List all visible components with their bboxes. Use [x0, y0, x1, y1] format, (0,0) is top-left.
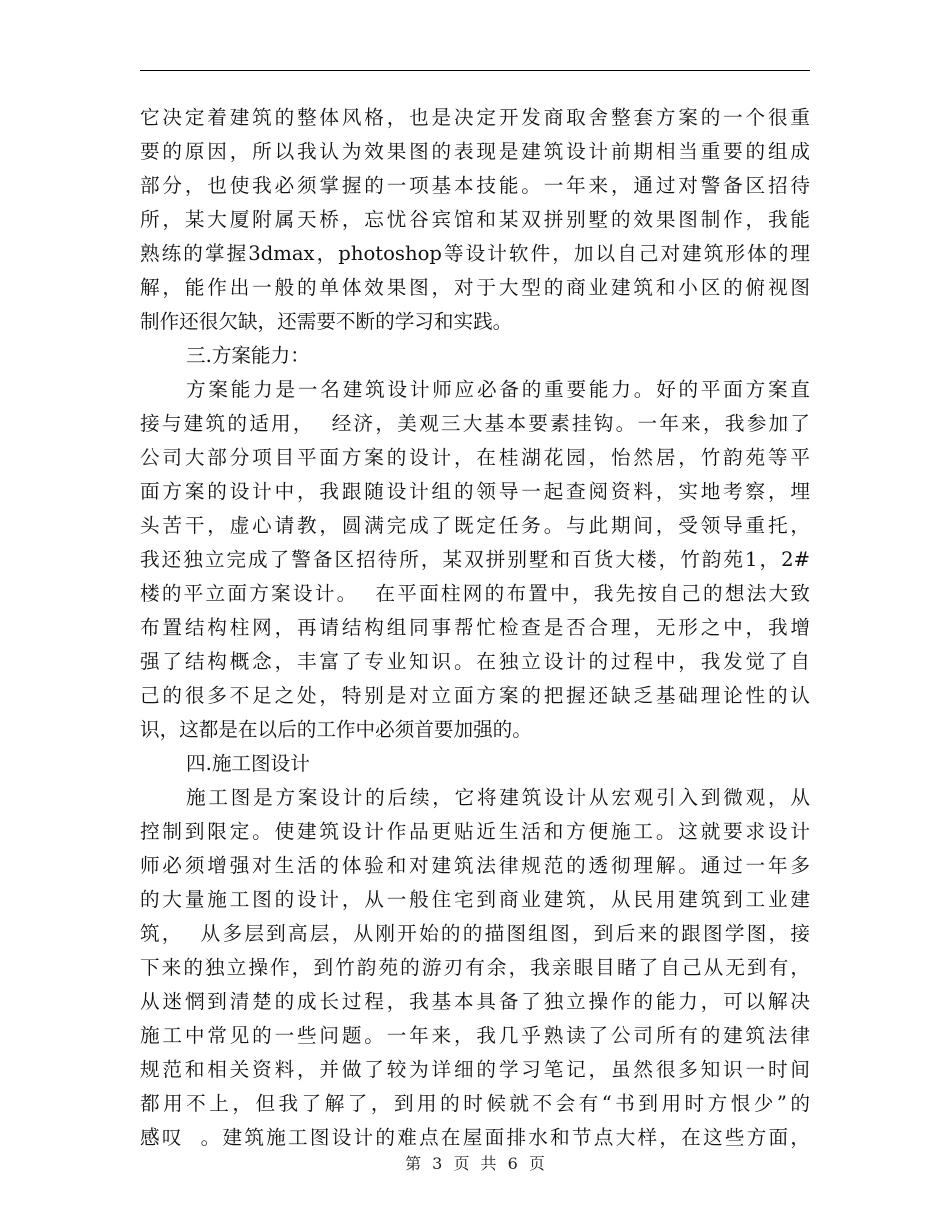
text-line: 熟练的掌握3dmax，photoshop等设计软件，加以自己对建筑形体的理: [140, 242, 810, 265]
text-line: 公司大部分项目平面方案的设计，在桂湖花园，怡然居，竹韵苑等平: [140, 446, 810, 469]
text-line: 从迷惘到清楚的成长过程，我基本具备了独立操作的能力，可以解决: [140, 990, 810, 1013]
text-line: 筑， 从多层到高层，从刚开始的的描图组图，到后来的跟图学图，接: [140, 922, 810, 945]
header-rule: [140, 70, 810, 71]
text-line: 解，能作出一般的单体效果图，对于大型的商业建筑和小区的俯视图: [140, 276, 810, 299]
text-line: 的大量施工图的设计，从一般住宅到商业建筑，从民用建筑到工业建: [140, 888, 810, 911]
text-line: 它决定着建筑的整体风格，也是决定开发商取舍整套方案的一个很重: [140, 106, 810, 129]
text-line: 我还独立完成了警备区招待所，某双拼别墅和百货大楼，竹韵苑1，2#: [140, 548, 810, 571]
text-line: 楼的平立面方案设计。 在平面柱网的布置中，我先按自己的想法大致: [140, 582, 810, 605]
text-line: 所，某大厦附属天桥，忘忧谷宾馆和某双拼别墅的效果图制作，我能: [140, 208, 810, 231]
text-line: 下来的独立操作，到竹韵苑的游刃有余，我亲眼目睹了自己从无到有，: [140, 956, 810, 979]
text-line: 识，这都是在以后的工作中必须首要加强的。: [140, 718, 532, 741]
text-line: 要的原因，所以我认为效果图的表现是建筑设计前期相当重要的组成: [140, 140, 810, 163]
text-line: 接与建筑的适用， 经济，美观三大基本要素挂钩。一年来，我参加了: [140, 412, 810, 435]
text-line: 制作还很欠缺，还需要不断的学习和实践。: [140, 310, 513, 333]
text-line: 都用不上，但我了解了，到用的时候就不会有“书到用时方恨少”的: [140, 1092, 810, 1115]
text-line: 布置结构柱网，再请结构组同事帮忙检查是否合理，无形之中，我增: [140, 616, 810, 639]
text-line: 三.方案能力：: [186, 344, 310, 367]
text-line: 施工图是方案设计的后续，它将建筑设计从宏观引入到微观，从: [186, 786, 810, 809]
text-line: 施工中常见的一些问题。一年来，我几乎熟读了公司所有的建筑法律: [140, 1024, 810, 1047]
text-line: 规范和相关资料，并做了较为详细的学习笔记，虽然很多知识一时间: [140, 1058, 810, 1081]
page-number-footer: 第 3 页 共 6 页: [405, 1154, 545, 1173]
text-line: 四.施工图设计: [186, 752, 310, 775]
document-body: [140, 101, 810, 1155]
text-line: 头苦干，虚心请教，圆满完成了既定任务。与此期间，受领导重托，: [140, 514, 810, 537]
text-line: 己的很多不足之处，特别是对立面方案的把握还缺乏基础理论性的认: [140, 684, 810, 707]
text-line: 感叹 。建筑施工图设计的难点在屋面排水和节点大样，在这些方面，: [140, 1126, 810, 1149]
text-line: 方案能力是一名建筑设计师应必备的重要能力。好的平面方案直: [186, 378, 810, 401]
text-line: 面方案的设计中，我跟随设计组的领导一起查阅资料，实地考察，埋: [140, 480, 810, 503]
text-line: 师必须增强对生活的体验和对建筑法律规范的透彻理解。通过一年多: [140, 854, 810, 877]
text-line: 部分，也使我必须掌握的一项基本技能。一年来，通过对警备区招待: [140, 174, 810, 197]
text-line: 强了结构概念，丰富了专业知识。在独立设计的过程中，我发觉了自: [140, 650, 810, 673]
text-line: 控制到限定。使建筑设计作品更贴近生活和方便施工。这就要求设计: [140, 820, 810, 843]
